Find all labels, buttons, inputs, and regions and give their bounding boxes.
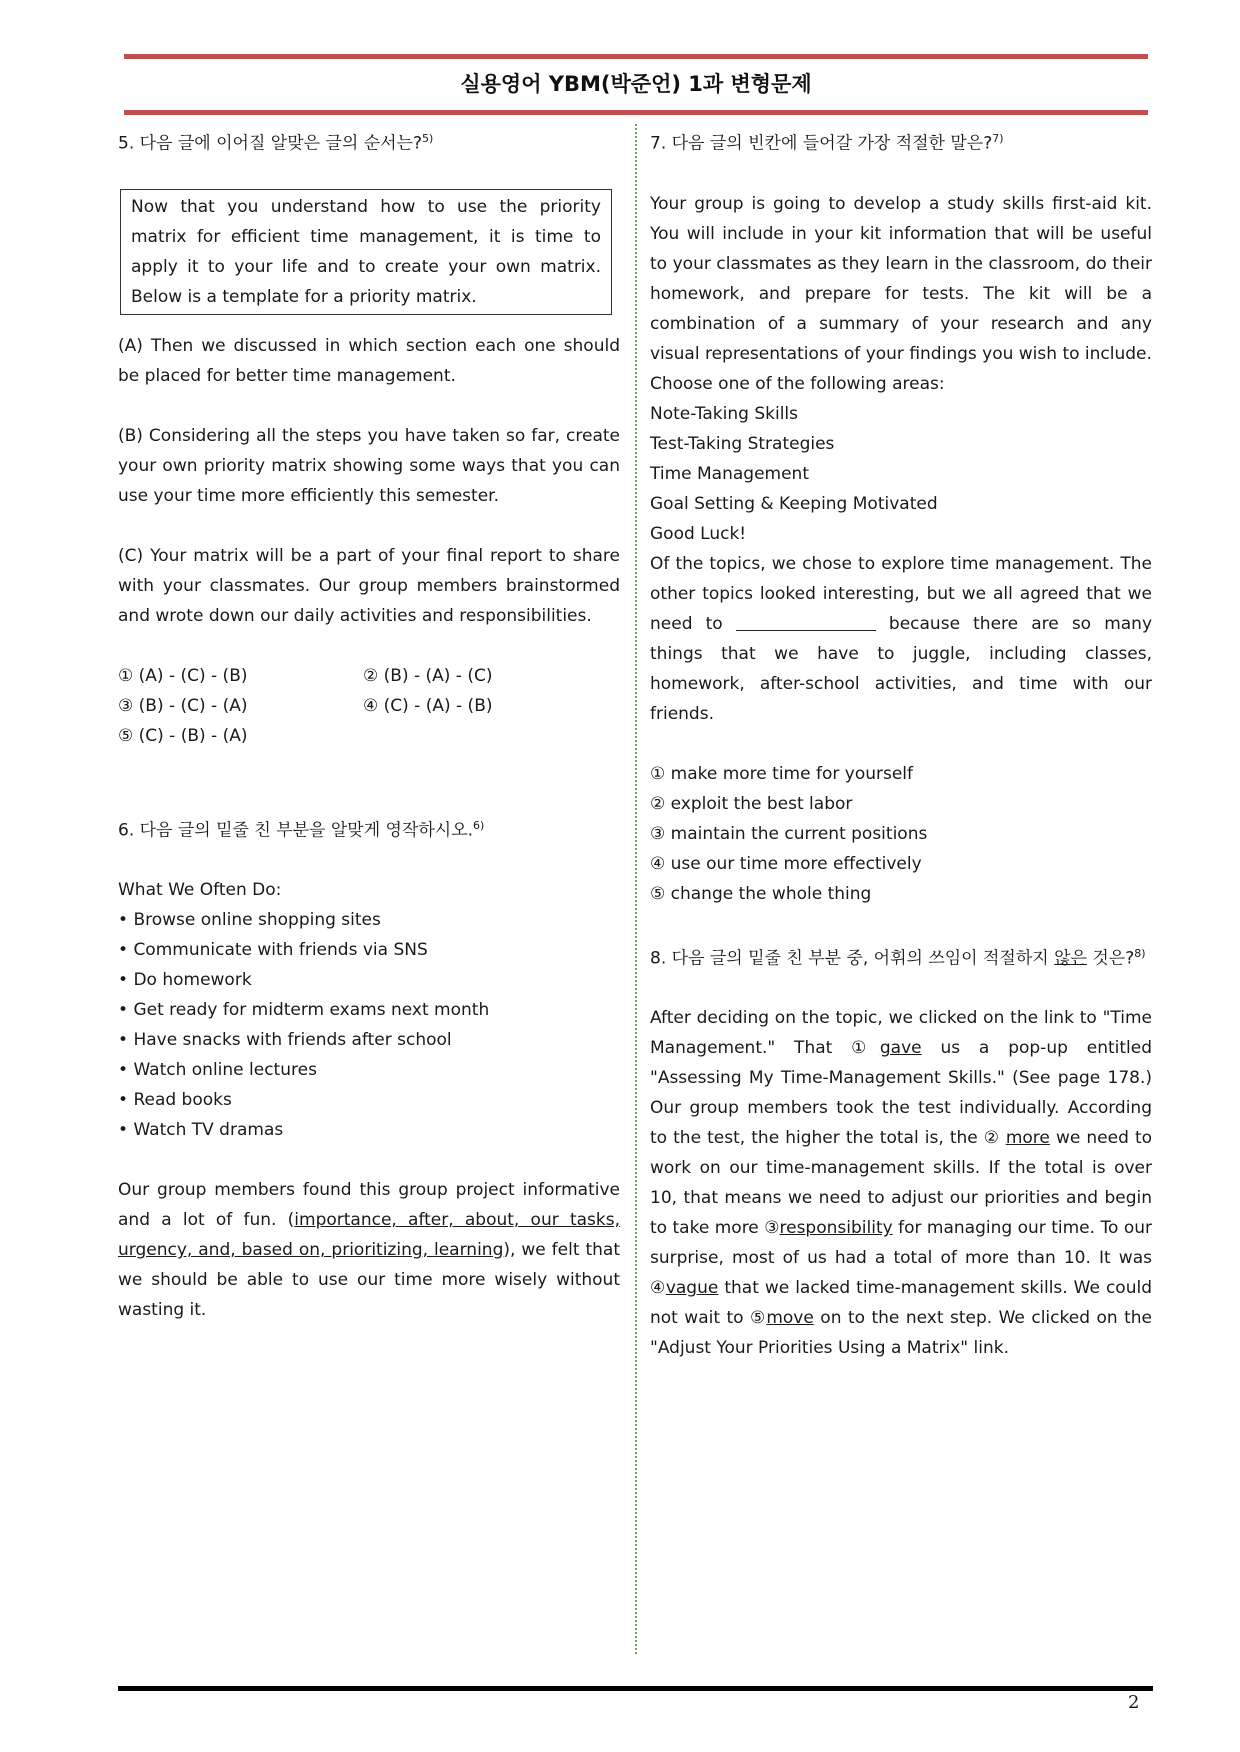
column-divider [635,124,637,1654]
q8-marker-1: ① [851,1038,880,1059]
q8-text-2: us a pop-up entitled "Assessing My Time-Management Skills." (See page 178.) Our group members took the test individually. According to the test, the higher the total is, the [650,1038,1152,1149]
q8-text-3: we need to work on our time-management skills. If the total is over 10, that means we need to adjust our priorities and begin to take more [650,1128,1153,1239]
q5-choice-5[interactable]: ⑤ (C) - (B) - (A) [118,725,248,746]
list-item: • Get ready for midterm exams next month [118,995,620,1025]
page-number: 2 [1128,1692,1140,1713]
header-rule-bottom [124,110,1148,115]
q8-marker-5: ⑤ [750,1308,767,1329]
q8-marker-2: ② [983,1128,1000,1149]
q7-line: Note-Taking Skills [650,403,799,424]
q5-prompt-text: 5. 다음 글에 이어질 알맞은 글의 순서는? [118,133,422,154]
q5-choice-4[interactable]: ④ (C) - (A) - (B) [363,695,493,716]
q7-line: Choose one of the following areas: [650,373,945,394]
q8-text-1: After deciding on the topic, we clicked on the link to "Time Management." That [650,1008,1152,1059]
q7-line: Goal Setting & Keeping Motivated [650,493,938,514]
q7-choice-1[interactable]: ① make more time for yourself [650,763,914,784]
q7-line: Test-Taking Strategies [650,433,835,454]
list-item: • Browse online shopping sites [118,905,620,935]
question-8 [650,939,1152,1364]
q8-text-4: for managing our time. To our surprise, most of us had a total of more than 10. It was [650,1218,1152,1269]
q5-paragraph-b: (B) Considering all the steps you have taken so far, create your own priority matrix showing some ways that you can use your time more efficiently this semester. [118,425,620,506]
q6-activity-list [118,905,620,1145]
page-title: 실용영어 YBM(박준언) 1과 변형문제 [460,72,812,96]
q8-prompt-b: 것은? [1092,948,1135,969]
question-6 [118,811,620,1326]
q5-given-box [120,189,612,315]
list-item: • Watch TV dramas [118,1115,620,1145]
q5-choice-1[interactable]: ① (A) - (C) - (B) [118,665,248,686]
q7-intro: Your group is going to develop a study skills first-aid kit. You will include in your kit information that will be useful to your classmates as they learn in the classroom, do their homework, and prepare for tests. The kit will be a combination of a summary of your research and any visual representations of your findings you wish to include. [650,193,1152,364]
q8-prompt-a: 8. 다음 글의 밑줄 친 부분 중, 어휘의 쓰임이 적절하지 [650,948,1049,969]
q6-para-after: ), we felt that we should be able to use our time more wisely without wasting it. [118,1240,620,1321]
q7-blank [736,612,876,631]
right-column [650,124,1152,1363]
q7-paragraph [650,549,1152,729]
q8-paragraph [650,1003,1152,1363]
q5-prompt [118,124,620,159]
q7-choice-5[interactable]: ⑤ change the whole thing [650,883,872,904]
q5-choices [118,661,620,751]
q5-box-text: Now that you understand how to use the priority matrix for efficient time management, it is time to apply it to your life and to create your own matrix. Below is a template for a priority matrix. [131,196,601,307]
q7-para-before: Of the topics, we chose to explore time management. The other topics looked interesting, but we all agreed that we need to [650,553,1152,634]
q8-footnote-ref: 8) [1134,946,1146,960]
q8-underlined-5: move [766,1308,814,1329]
header-rule-top [124,54,1148,59]
q5-paragraph-a: (A) Then we discussed in which section each one should be placed for better time management. [118,335,620,386]
q5-choice-3[interactable]: ③ (B) - (C) - (A) [118,695,248,716]
q7-prompt [650,124,1152,159]
q8-marker-3: ③ [764,1218,780,1239]
q8-underlined-4: vague [665,1278,719,1299]
q7-footnote-ref: 7) [992,132,1004,145]
q5-paragraph-c: (C) Your matrix will be a part of your final report to share with your classmates. Our group members brainstormed and wrote down our daily activities and responsibilities. [118,545,620,626]
q7-choice-2[interactable]: ② exploit the best labor [650,793,853,814]
list-item: • Read books [118,1085,620,1115]
q8-underlined-3: responsibility [779,1218,893,1239]
q8-prompt [650,939,1152,974]
footer-rule [118,1686,1153,1691]
q6-footnote-ref: 6) [473,818,485,832]
q8-underlined-2: more [1005,1128,1050,1149]
q7-line: Good Luck! [650,523,747,544]
q7-prompt-text: 7. 다음 글의 빈칸에 들어갈 가장 적절한 말은? [650,133,993,154]
list-item: • Watch online lectures [118,1055,620,1085]
q7-para-after: because there are so many things that we have to juggle, including classes, homework, after-school activities, and time with our friends. [650,613,1153,724]
q5-footnote-ref: 5) [422,132,434,145]
q8-underlined-1: gave [879,1038,922,1059]
q8-text-6: on to the next step. We clicked on the "Adjust Your Priorities Using a Matrix" link. [650,1308,1152,1359]
list-item: • Communicate with friends via SNS [118,935,620,965]
question-5 [118,124,620,751]
q6-paragraph [118,1175,620,1325]
q8-marker-4: ④ [650,1278,666,1299]
q6-underlined-words: importance, after, about, our tasks, urgency, and, based on, prioritizing, learning [118,1210,620,1261]
left-column [118,124,620,1325]
list-item: • Have snacks with friends after school [118,1025,620,1055]
q7-choice-4[interactable]: ④ use our time more effectively [650,853,922,874]
q7-line: Time Management [650,463,809,484]
q6-para-before: Our group members found this group project informative and a lot of fun. ( [118,1180,620,1231]
q7-choice-3[interactable]: ③ maintain the current positions [650,823,928,844]
q8-text-5: that we lacked time-management skills. We could not wait to [650,1278,1152,1329]
q6-prompt [118,811,620,846]
question-7 [650,124,1152,909]
q6-prompt-text: 6. 다음 글의 밑줄 친 부분을 알맞게 영작하시오. [118,820,474,841]
q6-list-title: What We Often Do: [118,880,282,901]
q8-prompt-underlined: 않은 [1054,948,1087,969]
list-item: • Do homework [118,965,620,995]
q5-choice-2[interactable]: ② (B) - (A) - (C) [363,665,493,686]
